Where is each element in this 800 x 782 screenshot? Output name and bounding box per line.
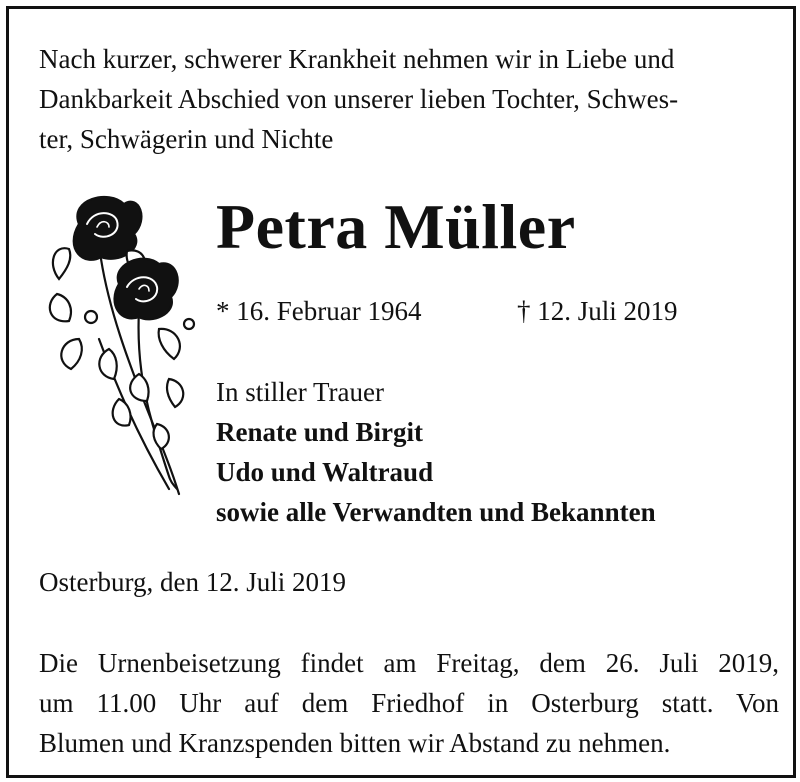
mourner-line: Udo und Waltraud xyxy=(216,457,434,487)
intro-line: Nach kurzer, schwerer Krankheit nehmen wir in Liebe und xyxy=(39,44,675,74)
funeral-line: Die Urnenbeisetzung findet am Freitag, dem 26. Juli 2019, xyxy=(39,648,779,678)
deceased-name: Petra Müller xyxy=(216,191,576,262)
intro-line: Dankbarkeit Abschied von unserer lieben Tochter, Schwes- xyxy=(39,84,679,114)
intro-text xyxy=(39,39,779,159)
mourner-line: Renate und Birgit xyxy=(216,417,424,447)
funeral-line: um 11.00 Uhr auf dem Friedhof in Osterburg statt. Von xyxy=(39,688,779,718)
birth-date: * 16. Februar 1964 xyxy=(216,296,422,326)
roses-icon xyxy=(39,189,199,509)
obituary-notice xyxy=(6,6,796,778)
mourner-line: sowie alle Verwandten und Bekannten xyxy=(216,497,656,527)
death-date: † 12. Juli 2019 xyxy=(517,296,678,326)
funeral-line: Blumen und Kranzspenden bitten wir Abstand zu nehmen. xyxy=(39,728,671,758)
place-date: Osterburg, den 12. Juli 2019 xyxy=(39,567,346,597)
intro-line: ter, Schwägerin und Nichte xyxy=(39,124,334,154)
mourners-heading: In stiller Trauer xyxy=(216,377,384,407)
mourners-block xyxy=(216,372,656,532)
funeral-text xyxy=(39,643,779,763)
